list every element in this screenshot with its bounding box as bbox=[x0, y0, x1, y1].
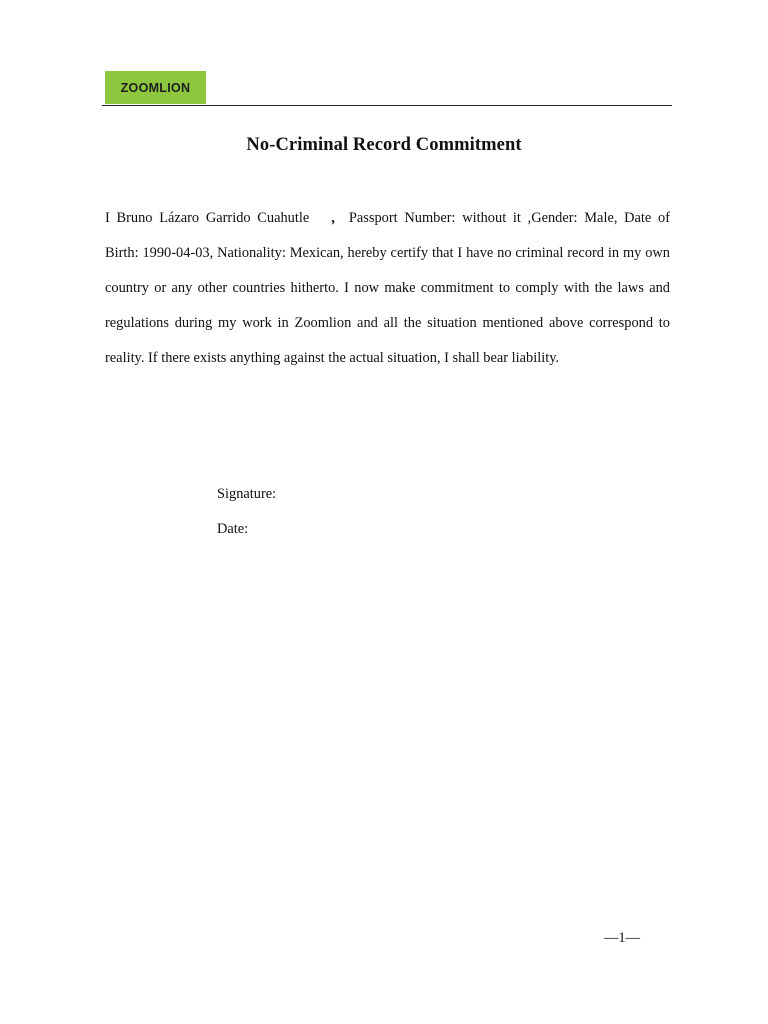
document-title: No-Criminal Record Commitment bbox=[246, 135, 522, 155]
date-label: Date: bbox=[217, 521, 249, 537]
zoomlion-logo bbox=[105, 71, 206, 104]
logo-text: ZOOMLION bbox=[120, 80, 191, 95]
name-separator: , bbox=[331, 210, 335, 226]
page-number: —1— bbox=[604, 930, 640, 946]
commitment-statement: Passport Number: without it ,Gender: Male, Date of Birth: 1990-04-03, Nationality: Mexican, hereby certify that I have no criminal record in my own country or any other countries hitherto. I now make commitment to comply with the laws and regulations during my work in Zoomlion and all the situation mentioned above correspond to reality. If there exists anything against the actual situation, I shall bear liability. bbox=[105, 210, 671, 366]
declarant-name: I Bruno Lázaro Garrido Cuahutle bbox=[105, 210, 310, 226]
signature-label: Signature: bbox=[217, 486, 277, 502]
commitment-paragraph bbox=[105, 201, 670, 376]
header-divider bbox=[102, 105, 672, 106]
